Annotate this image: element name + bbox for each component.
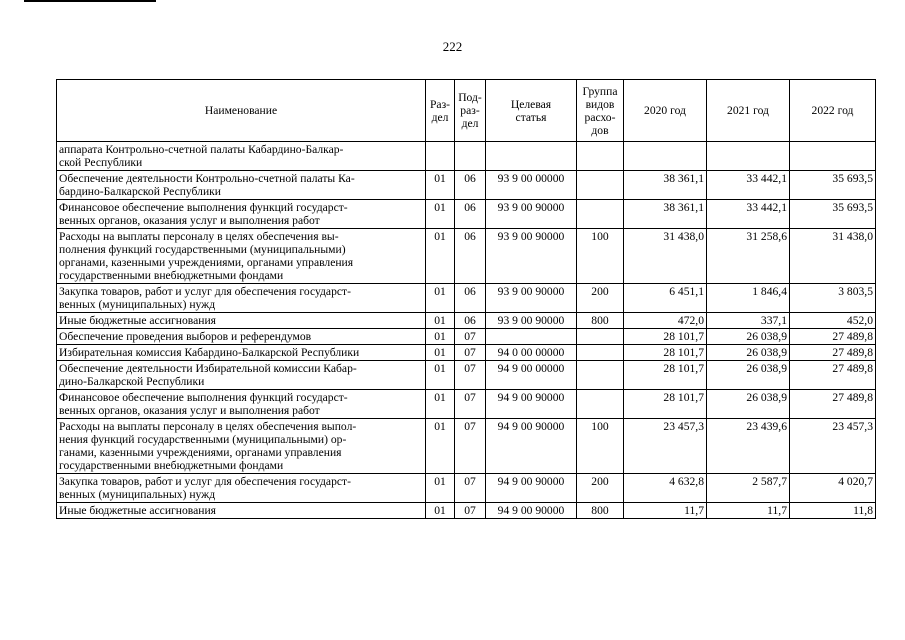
cell-2022: 35 693,5 (790, 200, 876, 229)
cell-2020: 28 101,7 (624, 390, 707, 419)
cell-2020: 23 457,3 (624, 419, 707, 474)
cell-gruppa (577, 171, 624, 200)
cell-gruppa: 100 (577, 419, 624, 474)
header-podrazdel: Под- раз- дел (455, 80, 486, 142)
cell-2020: 28 101,7 (624, 361, 707, 390)
cell-2020: 31 438,0 (624, 229, 707, 284)
cell-razdel: 01 (426, 503, 455, 519)
cell-2021: 33 442,1 (707, 171, 790, 200)
cell-podrazdel: 06 (455, 284, 486, 313)
header-2022: 2022 год (790, 80, 876, 142)
cell-podrazdel: 07 (455, 419, 486, 474)
cell-2020: 11,7 (624, 503, 707, 519)
cell-2021 (707, 142, 790, 171)
header-row (57, 80, 876, 142)
header-statya: Целевая статья (486, 80, 577, 142)
cell-statya: 94 9 00 90000 (486, 419, 577, 474)
cell-statya (486, 329, 577, 345)
cell-2022: 23 457,3 (790, 419, 876, 474)
cell-statya: 93 9 00 90000 (486, 229, 577, 284)
cell-statya: 93 9 00 00000 (486, 171, 577, 200)
cell-statya: 94 9 00 90000 (486, 390, 577, 419)
cell-razdel: 01 (426, 313, 455, 329)
cell-razdel: 01 (426, 345, 455, 361)
cell-razdel: 01 (426, 229, 455, 284)
cell-gruppa (577, 142, 624, 171)
cell-statya: 94 9 00 90000 (486, 503, 577, 519)
cell-name: аппарата Контрольно-счетной палаты Кабардино-Балкар- ской Республики (57, 142, 426, 171)
header-gruppa: Группа видов расхо- дов (577, 80, 624, 142)
cell-razdel: 01 (426, 329, 455, 345)
cell-gruppa (577, 200, 624, 229)
cell-podrazdel: 07 (455, 503, 486, 519)
cell-2021: 26 038,9 (707, 329, 790, 345)
cell-razdel: 01 (426, 361, 455, 390)
cell-podrazdel: 06 (455, 229, 486, 284)
cell-gruppa: 200 (577, 474, 624, 503)
cell-gruppa: 800 (577, 503, 624, 519)
cell-2022: 4 020,7 (790, 474, 876, 503)
cell-2021: 26 038,9 (707, 361, 790, 390)
table-row (57, 313, 876, 329)
cell-name: Расходы на выплаты персоналу в целях обеспечения выпол- нения функций государственными (муниципальными) ор- ганами, казенными учреждениями, органами управления государственными внебюджетными фондами (57, 419, 426, 474)
table-row (57, 361, 876, 390)
cell-2022: 27 489,8 (790, 345, 876, 361)
cell-statya: 94 0 00 00000 (486, 345, 577, 361)
cell-statya: 94 9 00 00000 (486, 361, 577, 390)
table-row (57, 229, 876, 284)
cell-name: Обеспечение деятельности Избирательной комиссии Кабар- дино-Балкарской Республики (57, 361, 426, 390)
cell-podrazdel: 07 (455, 390, 486, 419)
cell-razdel: 01 (426, 419, 455, 474)
cell-name: Иные бюджетные ассигнования (57, 503, 426, 519)
cell-2021: 1 846,4 (707, 284, 790, 313)
cell-2020: 38 361,1 (624, 200, 707, 229)
cell-podrazdel: 07 (455, 474, 486, 503)
header-razdel: Раз- дел (426, 80, 455, 142)
cell-podrazdel: 07 (455, 345, 486, 361)
header-name: Наименование (57, 80, 426, 142)
cell-2021: 31 258,6 (707, 229, 790, 284)
cell-2022: 452,0 (790, 313, 876, 329)
cell-name: Избирательная комиссия Кабардино-Балкарской Республики (57, 345, 426, 361)
cell-name: Обеспечение деятельности Контрольно-счетной палаты Ка- бардино-Балкарской Республики (57, 171, 426, 200)
cell-name: Закупка товаров, работ и услуг для обеспечения государст- венных (муниципальных) нужд (57, 284, 426, 313)
cell-2022: 27 489,8 (790, 390, 876, 419)
cell-2022: 3 803,5 (790, 284, 876, 313)
cell-podrazdel: 07 (455, 361, 486, 390)
cell-2021: 26 038,9 (707, 345, 790, 361)
cell-razdel (426, 142, 455, 171)
table-row (57, 345, 876, 361)
cell-gruppa (577, 390, 624, 419)
cell-name: Расходы на выплаты персоналу в целях обеспечения вы- полнения функций государственными (муниципальными) органами, казенными учреждениями, органами управления государственными внебюджетными фондами (57, 229, 426, 284)
table-row (57, 284, 876, 313)
cell-name: Финансовое обеспечение выполнения функций государст- венных органов, оказания услуг и выполнения работ (57, 200, 426, 229)
cell-razdel: 01 (426, 200, 455, 229)
top-rule (24, 0, 156, 2)
cell-2020: 38 361,1 (624, 171, 707, 200)
table-body (57, 142, 876, 519)
cell-gruppa: 800 (577, 313, 624, 329)
cell-statya: 93 9 00 90000 (486, 200, 577, 229)
cell-statya (486, 142, 577, 171)
cell-razdel: 01 (426, 474, 455, 503)
cell-2021: 2 587,7 (707, 474, 790, 503)
cell-2020: 4 632,8 (624, 474, 707, 503)
cell-gruppa: 200 (577, 284, 624, 313)
cell-name: Закупка товаров, работ и услуг для обеспечения государст- венных (муниципальных) нужд (57, 474, 426, 503)
cell-name: Финансовое обеспечение выполнения функций государст- венных органов, оказания услуг и выполнения работ (57, 390, 426, 419)
table-row (57, 419, 876, 474)
cell-podrazdel: 07 (455, 329, 486, 345)
cell-statya: 94 9 00 90000 (486, 474, 577, 503)
cell-2021: 33 442,1 (707, 200, 790, 229)
cell-razdel: 01 (426, 284, 455, 313)
table-row (57, 329, 876, 345)
table-row (57, 171, 876, 200)
cell-name: Обеспечение проведения выборов и референдумов (57, 329, 426, 345)
cell-2021: 26 038,9 (707, 390, 790, 419)
table-row (57, 200, 876, 229)
table-row (57, 390, 876, 419)
header-2021: 2021 год (707, 80, 790, 142)
cell-podrazdel: 06 (455, 200, 486, 229)
cell-podrazdel: 06 (455, 171, 486, 200)
cell-2022: 11,8 (790, 503, 876, 519)
cell-2022: 27 489,8 (790, 329, 876, 345)
cell-gruppa: 100 (577, 229, 624, 284)
cell-2022: 27 489,8 (790, 361, 876, 390)
cell-2020 (624, 142, 707, 171)
cell-2020: 472,0 (624, 313, 707, 329)
table-row (57, 142, 876, 171)
cell-razdel: 01 (426, 171, 455, 200)
cell-gruppa (577, 361, 624, 390)
table-row (57, 474, 876, 503)
cell-2022 (790, 142, 876, 171)
cell-statya: 93 9 00 90000 (486, 284, 577, 313)
cell-2021: 337,1 (707, 313, 790, 329)
cell-razdel: 01 (426, 390, 455, 419)
cell-name: Иные бюджетные ассигнования (57, 313, 426, 329)
cell-2021: 23 439,6 (707, 419, 790, 474)
cell-podrazdel: 06 (455, 313, 486, 329)
cell-2021: 11,7 (707, 503, 790, 519)
header-2020: 2020 год (624, 80, 707, 142)
table-row (57, 503, 876, 519)
cell-gruppa (577, 345, 624, 361)
cell-2020: 28 101,7 (624, 329, 707, 345)
cell-2020: 6 451,1 (624, 284, 707, 313)
cell-2022: 35 693,5 (790, 171, 876, 200)
cell-2020: 28 101,7 (624, 345, 707, 361)
cell-podrazdel (455, 142, 486, 171)
page-number: 222 (442, 39, 463, 54)
cell-gruppa (577, 329, 624, 345)
budget-table (56, 79, 876, 519)
cell-statya: 93 9 00 90000 (486, 313, 577, 329)
cell-2022: 31 438,0 (790, 229, 876, 284)
